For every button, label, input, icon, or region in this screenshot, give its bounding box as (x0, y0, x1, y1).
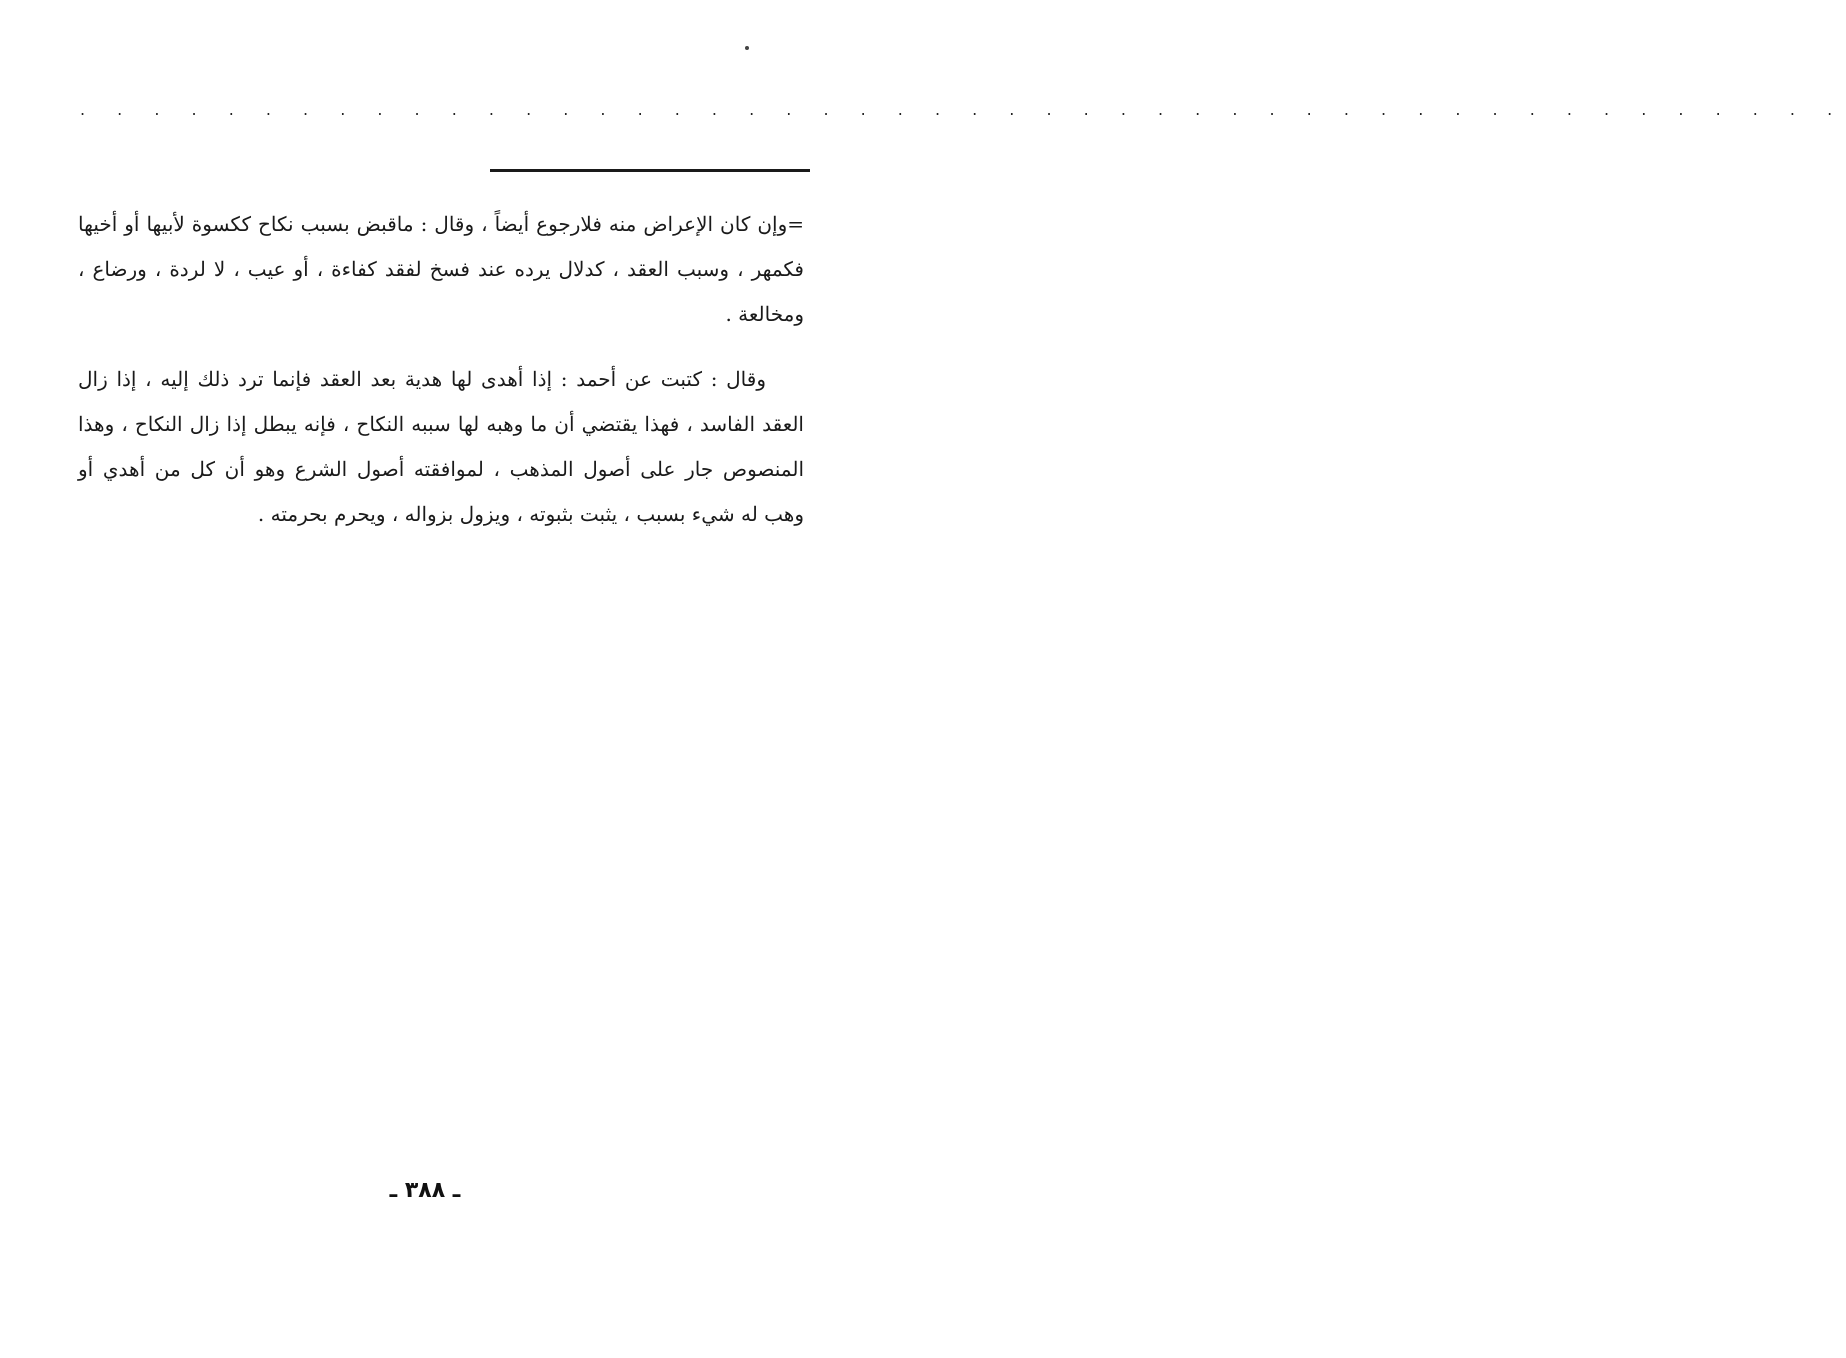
dotted-separator: . . . . . . . . . . . . . . . . . . . . . . . . . . . . . . . . . . . . . . . . . . . . . . . . (80, 100, 1846, 119)
footnote-rule (490, 169, 810, 172)
footnote-continuation: =وإن كان الإعراض منه فلارجوع أيضاً ، وقال : ماقبض بسبب نكاح ككسوة لأبيها أو أخيها فكمهر ، وسبب العقد ، كدلال يرده عند فسخ لفقد كفاءة ، أو عيب ، لا لردة ، ورضاع ، ومخالعة . (78, 212, 804, 326)
stray-dot-mark (745, 46, 749, 50)
page-number: ـ ٣٨٨ ـ (389, 1178, 461, 1203)
body-paragraph: وقال : كتبت عن أحمد : إذا أهدى لها هدية بعد العقد فإنما ترد ذلك إليه ، إذا زال العقد الفاسد ، فهذا يقتضي أن ما وهبه لها سببه النكاح ، فإنه يبطل إذا زال النكاح ، وهذا المنصوص جار على أصول المذهب ، لموافقته أصول الشرع وهو أن كل من أهدي أو وهب له شيء بسبب ، يثبت بثبوته ، ويزول بزواله ، ويحرم بحرمته . (78, 367, 804, 526)
